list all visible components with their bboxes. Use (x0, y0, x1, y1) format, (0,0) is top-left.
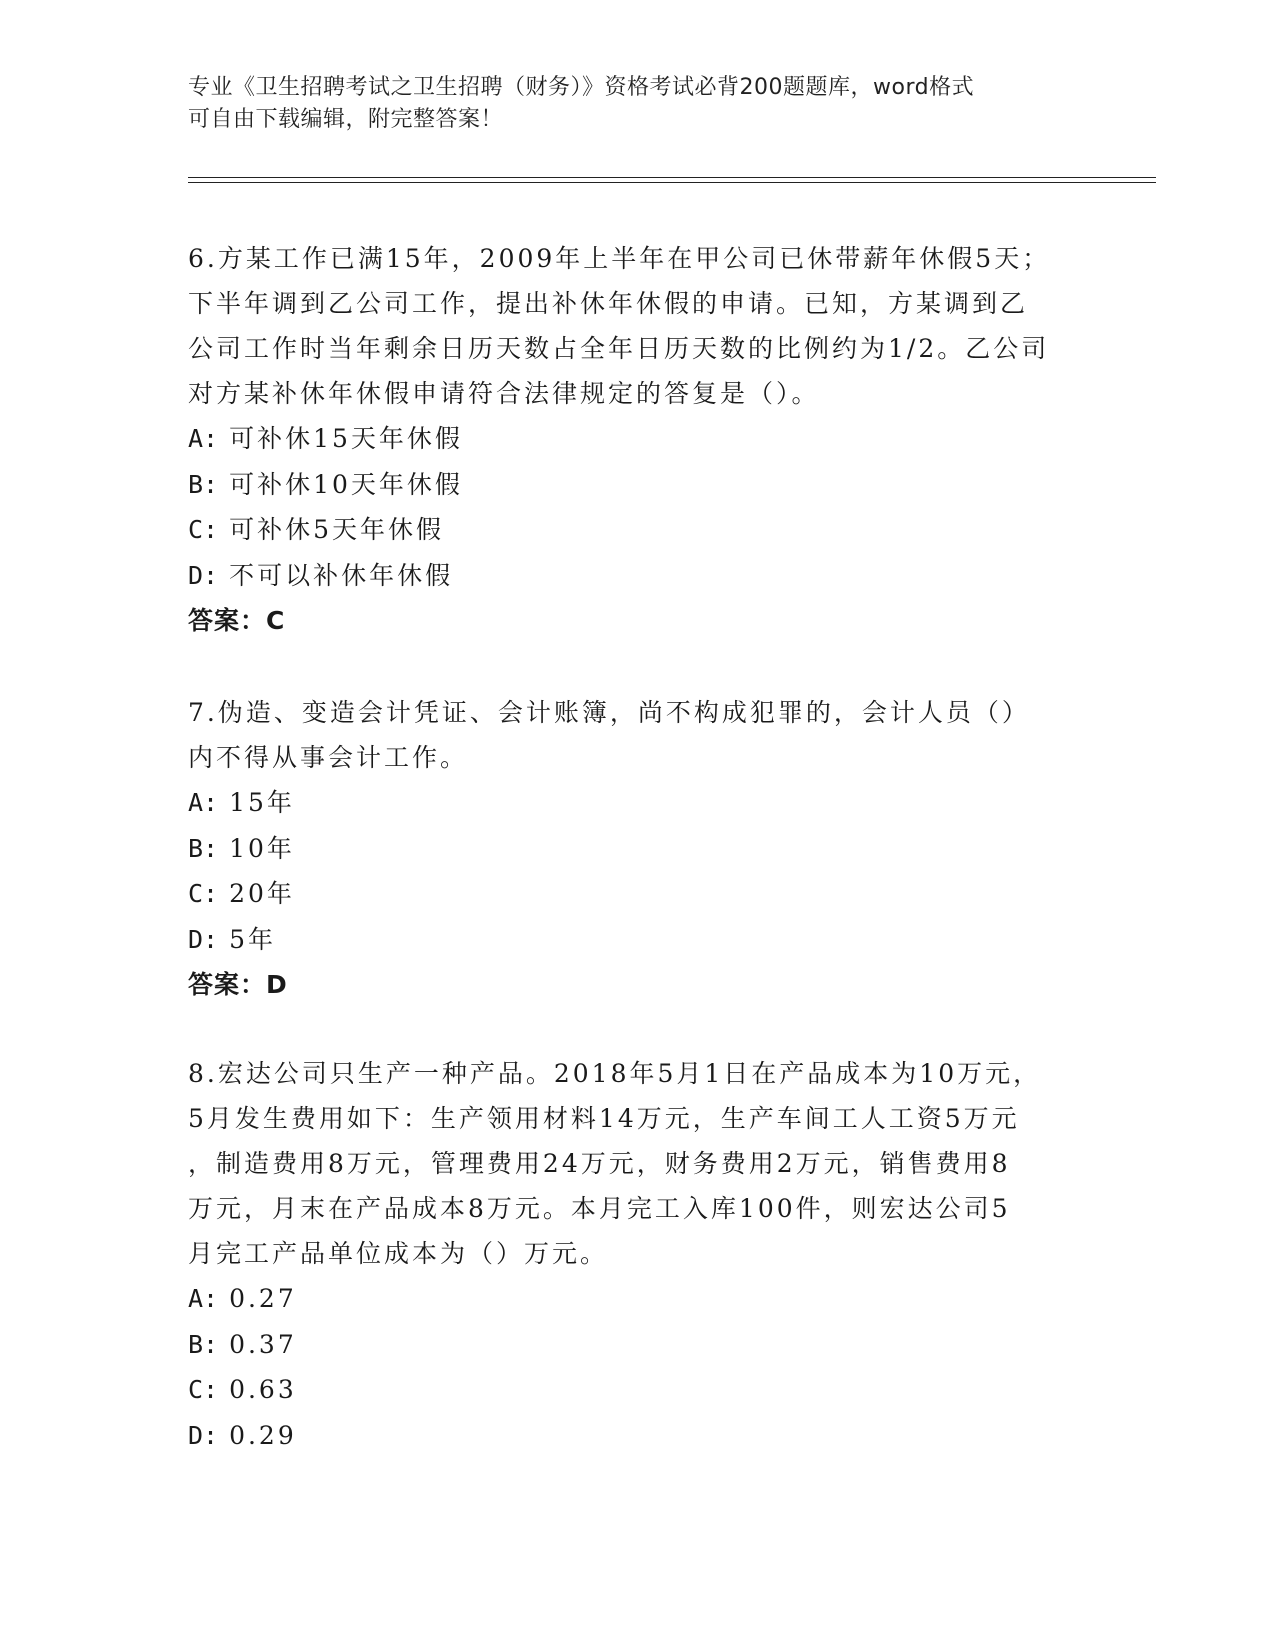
question-stem (188, 236, 1088, 416)
stem-line: 月完工产品单位成本为（）万元。 (188, 1239, 609, 1268)
answer: 答案：D (188, 970, 288, 999)
question-stem (188, 690, 1088, 780)
option-letter: B: (188, 833, 219, 863)
stem-line: 5月发生费用如下：生产领用材料14万元，生产车间工人工资5万元 (188, 1104, 1020, 1133)
option-letter: B: (188, 1329, 219, 1359)
option-a (188, 416, 1088, 462)
question-8 (188, 1051, 1088, 1458)
option-b (188, 462, 1088, 508)
stem-line: 对方某补休年休假申请符合法律规定的答复是（）。 (188, 379, 820, 408)
option-b (188, 826, 1088, 872)
question-7 (188, 690, 1088, 1008)
option-text: 0.63 (229, 1375, 297, 1404)
option-letter: C: (188, 1375, 219, 1404)
stem-line: 万元，月末在产品成本8万元。本月完工入库100件，则宏达公司5 (188, 1194, 1011, 1223)
option-c (188, 1367, 1088, 1413)
option-text: 10年 (229, 833, 295, 863)
option-d (188, 553, 1088, 599)
question-6 (188, 236, 1088, 644)
header-line-1: 专业《卫生招聘考试之卫生招聘（财务）》资格考试必背200题题库，word格式 (188, 75, 975, 100)
option-text: 5年 (229, 924, 276, 954)
question-stem (188, 1051, 1088, 1276)
header-divider-bottom (188, 182, 1156, 183)
option-text: 可补休5天年休假 (229, 515, 444, 544)
stem-line: 7.伪造、变造会计凭证、会计账簿，尚不构成犯罪的，会计人员（） (188, 698, 1030, 727)
option-a (188, 780, 1088, 826)
option-d (188, 917, 1088, 963)
stem-line: 6.方某工作已满15年，2009年上半年在甲公司已休带薪年休假5天； (188, 244, 1051, 273)
option-text: 可补休10天年休假 (229, 469, 463, 499)
header-divider-top (188, 177, 1156, 178)
option-letter: D: (188, 924, 219, 954)
option-text: 20年 (229, 879, 295, 908)
option-d (188, 1413, 1088, 1459)
stem-line: ，制造费用8万元，管理费用24万元，财务费用2万元，销售费用8 (188, 1149, 1011, 1178)
option-text: 0.27 (229, 1284, 297, 1313)
option-letter: A: (188, 788, 219, 817)
option-c (188, 507, 1088, 553)
option-letter: A: (188, 1284, 219, 1313)
option-letter: D: (188, 560, 219, 590)
option-b (188, 1322, 1088, 1368)
stem-line: 内不得从事会计工作。 (188, 743, 469, 772)
option-letter: C: (188, 879, 219, 908)
option-c (188, 871, 1088, 917)
option-letter: B: (188, 469, 219, 499)
option-a (188, 1276, 1088, 1322)
stem-line: 8.宏达公司只生产一种产品。2018年5月1日在产品成本为10万元， (188, 1059, 1042, 1088)
document-header (188, 72, 1088, 136)
stem-line: 下半年调到乙公司工作，提出补休年休假的申请。已知，方某调到乙 (188, 289, 1029, 318)
option-letter: D: (188, 1420, 219, 1450)
option-text: 0.37 (229, 1329, 297, 1359)
answer: 答案：C (188, 606, 286, 635)
option-text: 不可以补休年休假 (229, 560, 454, 590)
option-letter: A: (188, 424, 219, 453)
option-text: 15年 (229, 788, 295, 817)
option-text: 0.29 (229, 1420, 297, 1450)
header-line-2: 可自由下载编辑，附完整答案！ (188, 107, 504, 132)
stem-line: 公司工作时当年剩余日历天数占全年日历天数的比例约为1/2。乙公司 (188, 334, 1050, 363)
option-text: 可补休15天年休假 (229, 424, 463, 453)
option-letter: C: (188, 515, 219, 544)
